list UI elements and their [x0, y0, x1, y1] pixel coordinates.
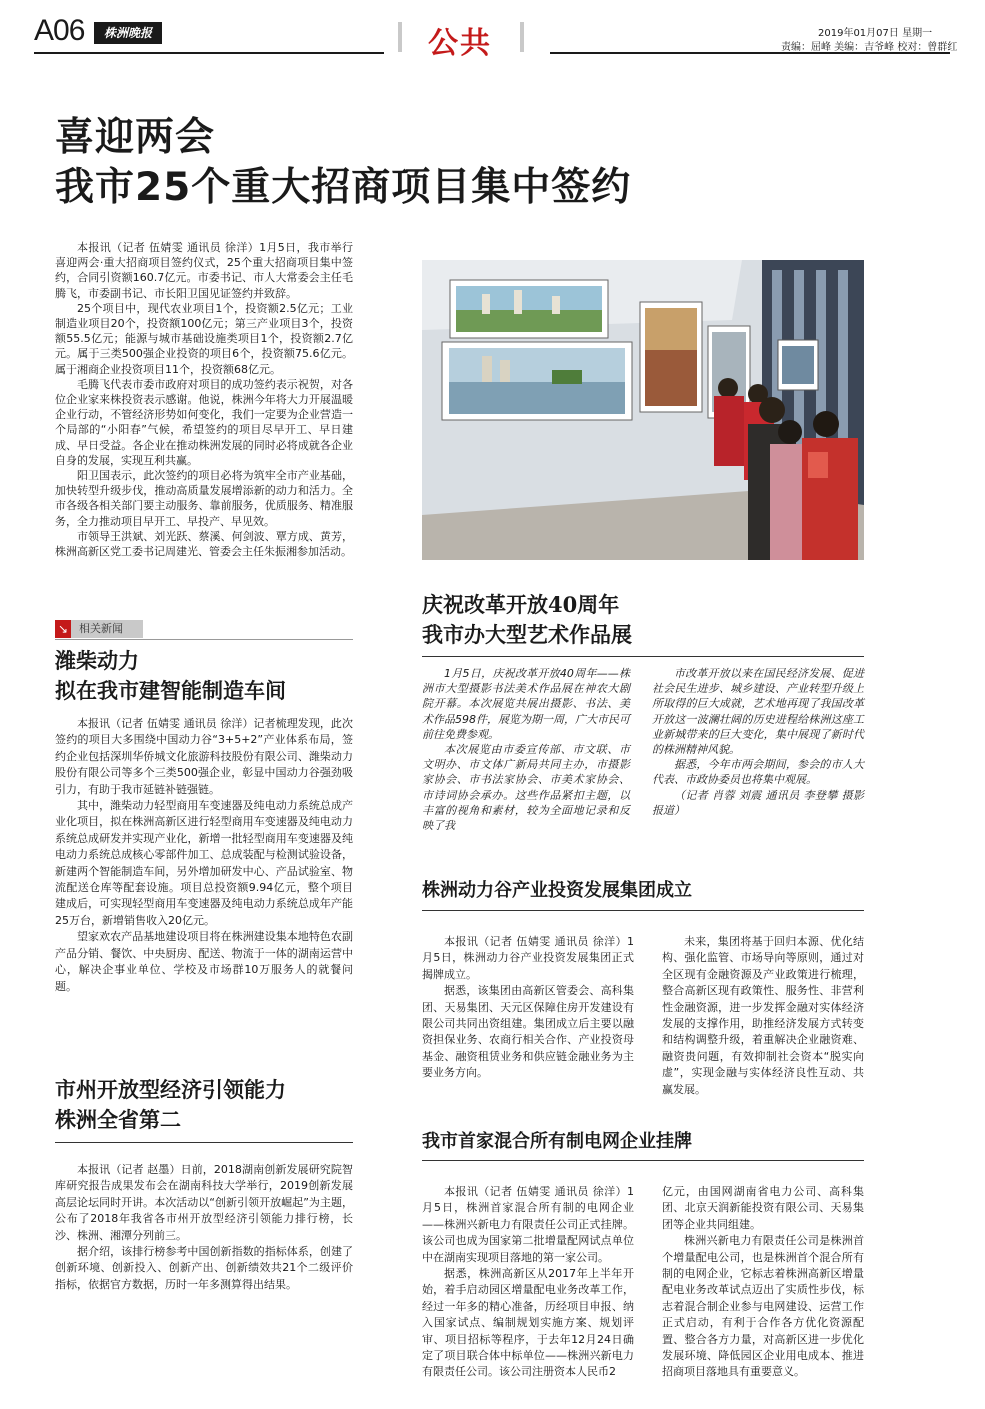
open-economy-rule [55, 1142, 353, 1143]
arrow-down-right-icon: ↘ [55, 620, 71, 638]
investment-group-paragraph: 未来，集团将基于回归本源、优化结构、强化监管、市场导向等原则，通过对全区现有金融资源及产业政策进行梳理，整合高新区现有政策性、服务性、非营利性金融资源，进一步发挥金融对实体经济发展的支撑作用，助推经济发展方式转变和结构调整升级，着重解决企业融资难、融资贵问题，有效抑制社会资本“脱实向虚”，实现金融与实体经济良性互动、共赢发展。 [662, 935, 864, 1096]
lead-paragraph: 市领导王洪斌、刘光跃、蔡溪、何剑波、覃方成、黄芳，株洲高新区党工委书记周建光、管委会主任朱振湘参加活动。 [55, 529, 353, 559]
power-grid-paragraph: 亿元，由国网湖南省电力公司、高科集团、北京天润新能投资有限公司、天易集团等企业共同组建。 [662, 1185, 864, 1231]
investment-group-headline: 株洲动力谷产业投资发展集团成立 [422, 880, 692, 901]
open-economy-paragraph: 本报讯（记者 赵墨）日前，2018湖南创新发展研究院智库研究报告成果发布会在湖南科技大学举行，2019创新发展高层论坛同时开讲。本次活动以“创新引领开放崛起”为主题，公布了2018年我省各市州开放型经济引领能力排行榜，长沙、株洲、湘潭分列前三。 [55, 1163, 353, 1242]
art-column-2 [652, 666, 864, 818]
lead-headline-line2: 我市25个重大招商项目集中签约 [55, 165, 632, 210]
power-grid-column-1 [422, 1184, 634, 1381]
section-title: 公共 [428, 26, 492, 61]
investment-group-rule [422, 910, 864, 911]
power-grid-paragraph: 株洲兴新电力有限责任公司是株洲首个增量配电公司，也是株洲首个混合所有制的电网企业，它标志着株洲高新区增量配电业务改革试点迈出了实质性步伐，标志着混合制企业参与电网建设、运营工作正式启动，有利于合作各方优化资源配置、整合各方力量，对高新区进一步优化发展环境、降低园区企业用电成本、推进招商项目落地具有重要意义。 [662, 1234, 864, 1379]
art-rule [422, 656, 864, 657]
art-paragraph: 市改革开放以来在国民经济发展、促进社会民生进步、城乡建设、产业转型升级上所取得的巨大成就，艺术地再现了我国改革开放这一波澜壮阔的历史进程给株洲这座工业新城带来的巨大变化，集中展现了新时代的株洲精神风貌。 [652, 667, 864, 757]
newspaper-logo: 株洲晚报 [94, 22, 162, 44]
weichai-headline-line2: 拟在我市建智能制造车间 [55, 678, 286, 703]
lead-paragraph: 25个项目中，现代农业项目1个，投资额2.5亿元；工业制造业项目20个，投资额100亿元；第三产业项目3个，投资额55.5亿元；能源与城市基础设施类项目1个，投资额2.7亿元。属于三类500强企业投资的项目6个，投资额75.6亿元。属于湘商企业投资项目11个，投资额68亿元。 [55, 301, 353, 376]
investment-group-paragraph: 据悉，该集团由高新区管委会、高科集团、天易集团、天元区保障住房开发建设有限公司共同出资组建。集团成立后主要以融资担保业务、农商行相关合作、产业投资母基金、融资租赁业务和供应链金融业务为主要业务方向。 [422, 984, 634, 1080]
header-separator [520, 22, 524, 52]
issue-date: 2019年01月07日 星期一 [818, 28, 933, 39]
editor-credits: 责编：屈峰 美编：吉爷峰 校对：曾群红 [781, 42, 958, 53]
art-paragraph: 本次展览由市委宣传部、市文联、市文明办、市文体广新局共同主办，市摄影家协会、市书法家协会、市美术家协会、市诗词协会承办。这些作品紧扣主题，以丰富的视角和素材，较为全面地记录和反映了我 [422, 743, 630, 833]
lead-paragraph: 毛腾飞代表市委市政府对项目的成功签约表示祝贺，对各位企业家来株投资表示感谢。他说，株洲今年将大力开展温暖企业行动，不管经济形势如何变化，我们一定要为企业营造一个局部的“小阳春”气候，希望签约的项目尽早开工、早日建成、早日受益。各企业在推动株洲发展的同时必将成就各企业自身的发展，实现互利共赢。 [55, 377, 353, 467]
power-grid-column-2 [662, 1184, 864, 1381]
related-news-label: 相关新闻 [71, 620, 143, 638]
lead-paragraph: 阳卫国表示，此次签约的项目必将为筑牢全市产业基础，加快转型升级步伐，推动高质量发展增添新的动力和活力。全市各级各相关部门要主动服务、靠前服务，优质服务、精准服务，全力推动项目早开工、早投产、早见效。 [55, 469, 353, 528]
lead-paragraph: 本报讯（记者 伍婧雯 通讯员 徐洋）1月5日，我市举行喜迎两会·重大招商项目签约仪式，25个重大招商项目集中签约，合同引资额160.7亿元。市委书记、市人大常委会主任毛腾飞，市委副书记、市长阳卫国见证签约并致辞。 [55, 241, 353, 300]
power-grid-headline: 我市首家混合所有制电网企业挂牌 [422, 1131, 692, 1152]
investment-group-column-1 [422, 934, 634, 1082]
investment-group-paragraph: 本报讯（记者 伍婧雯 通讯员 徐洋）1月5日，株洲动力谷产业投资发展集团正式揭牌成立。 [422, 935, 634, 981]
power-grid-rule [422, 1160, 864, 1161]
power-grid-paragraph: 据悉，株洲高新区从2017年上半年开始，着手启动园区增量配电业务改革工作，经过一年多的精心准备，历经项目申报、纳入国家试点、编制规划实施方案、规划评审、项目招标等程序，于去年12月24日确定了项目联合体中标单位——株洲兴新电力有限责任公司。该公司注册资本人民币2 [422, 1267, 634, 1379]
open-economy-body [55, 1162, 353, 1293]
exhibition-photo-icon [422, 260, 864, 560]
art-column-1 [422, 666, 630, 833]
art-photo-credit: （记者 肖蓉 刘震 通讯员 李登攀 摄影报道） [652, 788, 864, 817]
open-economy-paragraph: 据介绍，该排行榜参考中国创新指数的指标体系，创建了创新环境、创新投入、创新产出、创新绩效共21个二级评价指标，依据官方数据，历时一年多测算得出结果。 [55, 1245, 353, 1291]
weichai-paragraph: 本报讯（记者 伍婧雯 通讯员 徐洋）记者梳理发现，此次签约的项目大多围绕中国动力谷“3+5+2”产业体系布局，签约企业包括深圳华侨城文化旅游科技股份有限公司、潍柴动力股份有限公司等多个三类500强企业，彰显中国动力谷强劲吸引力，有助于我市延链补链强链。 [55, 717, 353, 796]
lead-headline-line1: 喜迎两会 [55, 115, 216, 160]
art-paragraph: 1月5日，庆祝改革开放40周年——株洲市大型摄影书法美术作品展在神农大剧院开幕。本次展览共展出摄影、书法、美术作品598件，展览为期一周，广大市民可前往免费参观。 [422, 667, 630, 741]
open-economy-headline-line2: 株洲全省第二 [55, 1107, 181, 1132]
power-grid-paragraph: 本报讯（记者 伍婧雯 通讯员 徐洋）1月5日，株洲首家混合所有制的电网企业——株洲兴新电力有限责任公司正式挂牌。该公司也成为国家第二批增量配网试点单位中在湖南实现项目落地的第一家公司。 [422, 1185, 634, 1264]
related-news-rule [55, 639, 353, 640]
weichai-headline-line1: 潍柴动力 [55, 648, 139, 673]
art-headline-line1: 庆祝改革开放40周年 [422, 592, 620, 617]
weichai-paragraph: 其中，潍柴动力轻型商用车变速器及纯电动力系统总成产业化项目，拟在株洲高新区进行轻型商用车变速器及纯电动力系统总成研发并实现产业化，新增一批轻型商用车变速器及纯电动力系统总成核心零部件加工、总成装配与检测试验设备，新建两个智能制造车间，另外增加研发中心、产品试验室、物流配送仓库等配套设施。项目总投资额9.94亿元，整个项目建成后，可实现轻型商用车变速器及纯电动力系统总成年产能25万台，新增销售收入20亿元。 [55, 799, 353, 927]
lead-body [55, 240, 353, 559]
art-headline-line2: 我市办大型艺术作品展 [422, 622, 632, 647]
related-news-tag [55, 620, 143, 638]
open-economy-headline-line1: 市州开放型经济引领能力 [55, 1077, 286, 1102]
page-number: A06 [34, 14, 85, 47]
header-separator [398, 22, 402, 52]
weichai-paragraph: 望家欢农产品基地建设项目将在株洲建设集本地特色农副产品分销、餐饮、中央厨房、配送、物流于一体的湖南运营中心，解决企事业单位、学校及市场群10万服务人的就餐问题。 [55, 930, 353, 993]
header-rule-left [34, 52, 384, 54]
weichai-body [55, 716, 353, 995]
exhibition-photo [422, 260, 864, 560]
art-paragraph: 据悉，今年市两会期间，参会的市人大代表、市政协委员也将集中观展。 [652, 758, 864, 787]
investment-group-column-2 [662, 934, 864, 1098]
